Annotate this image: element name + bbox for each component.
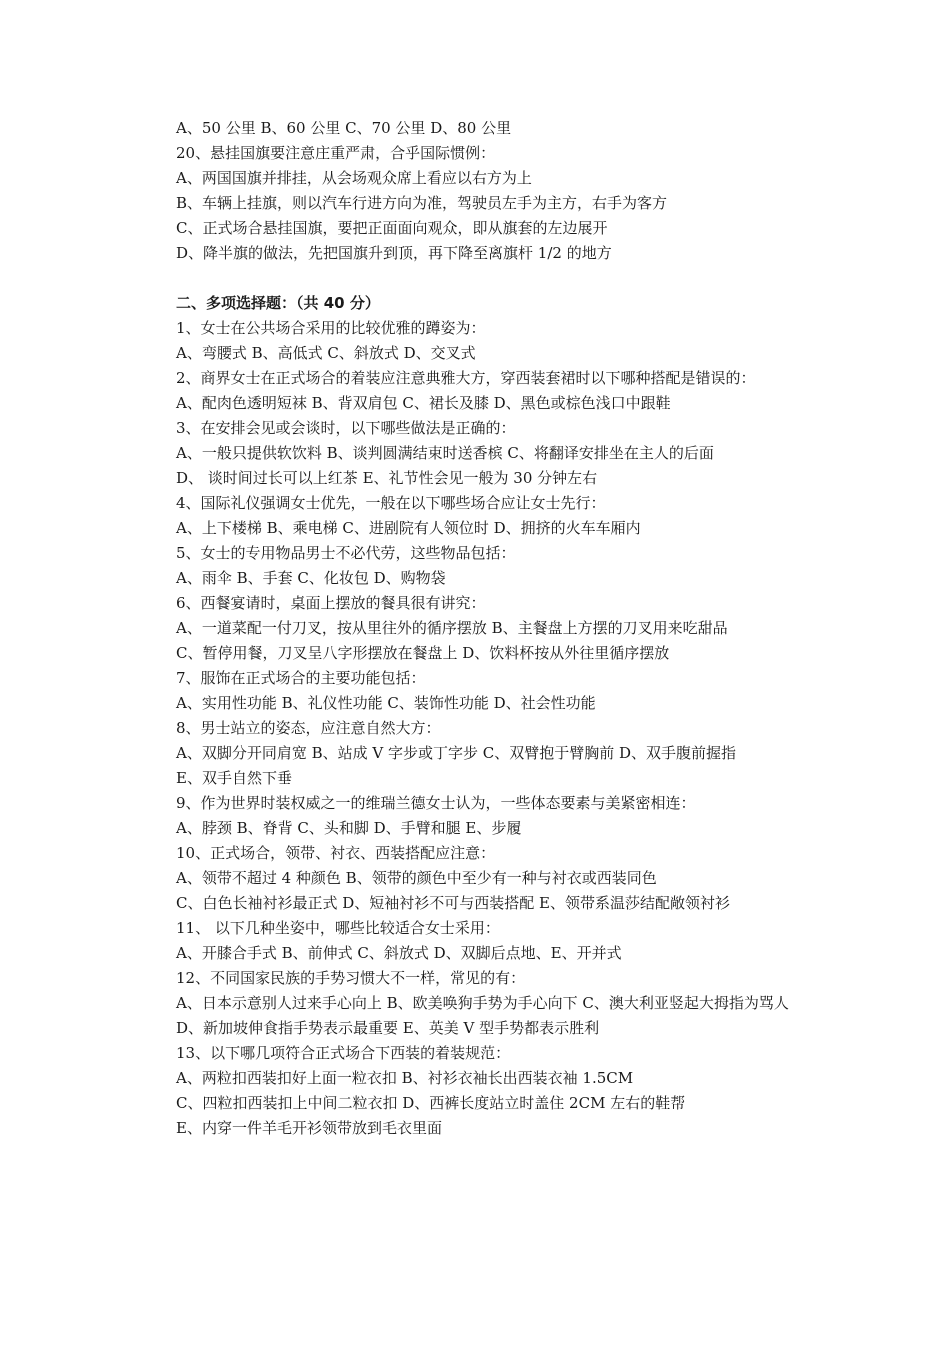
- q4-stem: 4、国际礼仪强调女士优先，一般在以下哪些场合应让女士先行：: [176, 494, 606, 512]
- q6-options-line1: A、一道菜配一付刀叉，按从里往外的循序摆放 B、主餐盘上方摆的刀叉用来吃甜品: [176, 619, 728, 637]
- document-body: [145, 116, 815, 1141]
- q20-option-c: C、正式场合悬挂国旗，要把正面面向观众，即从旗套的左边展开: [176, 219, 608, 237]
- q10-stem: 10、正式场合，领带、衬衣、西装搭配应注意：: [176, 844, 496, 862]
- q20-option-a: A、两国国旗并排挂，从会场观众席上看应以右方为上: [176, 169, 532, 187]
- q7-options: A、实用性功能 B、礼仪性功能 C、装饰性功能 D、社会性功能: [176, 694, 596, 712]
- q10-options-line1: A、领带不超过 4 种颜色 B、领带的颜色中至少有一种与衬衣或西装同色: [176, 869, 657, 887]
- q8-options-line1: A、双脚分开同肩宽 B、站成 V 字步或丁字步 C、双臂抱于臂胸前 D、双手腹前握指: [176, 744, 737, 762]
- q13-stem: 13、以下哪几项符合正式场合下西装的着装规范：: [176, 1044, 511, 1062]
- q5-options: A、雨伞 B、手套 C、化妆包 D、购物袋: [176, 569, 446, 587]
- q12-options-line2: D、新加坡伸食指手势表示最重要 E、英美 V 型手势都表示胜利: [176, 1019, 600, 1037]
- q2-options: A、配肉色透明短袜 B、背双肩包 C、裙长及膝 D、黑色或棕色浅口中跟鞋: [176, 394, 671, 412]
- q13-options-line1: A、两粒扣西装扣好上面一粒衣扣 B、衬衫衣袖长出西装衣袖 1.5CM: [176, 1069, 634, 1087]
- q13-options-line3: E、内穿一件羊毛开衫领带放到毛衣里面: [176, 1119, 442, 1137]
- q9-options: A、脖颈 B、脊背 C、头和脚 D、手臂和腿 E、步履: [176, 819, 522, 837]
- q19-options: A、50 公里 B、60 公里 C、70 公里 D、80 公里: [176, 119, 512, 137]
- q12-options-line1: A、日本示意别人过来手心向上 B、欧美唤狗手势为手心向下 C、澳大利亚竖起大拇指为骂人: [176, 994, 789, 1012]
- q10-options-line2: C、白色长袖衬衫最正式 D、短袖衬衫不可与西装搭配 E、领带系温莎结配敞领衬衫: [176, 894, 730, 912]
- q1-options: A、弯腰式 B、高低式 C、斜放式 D、交叉式: [176, 344, 476, 362]
- q4-options: A、上下楼梯 B、乘电梯 C、进剧院有人领位时 D、拥挤的火车车厢内: [176, 519, 641, 537]
- q5-stem: 5、女士的专用物品男士不必代劳，这些物品包括：: [176, 544, 516, 562]
- q20-option-b: B、车辆上挂旗，则以汽车行进方向为准，驾驶员左手为主方，右手为客方: [176, 194, 668, 212]
- section2-heading: 二、多项选择题：（共 40 分）: [176, 294, 380, 312]
- q9-stem: 9、作为世界时装权威之一的维瑞兰德女士认为，一些体态要素与美紧密相连：: [176, 794, 696, 812]
- q3-options-line2: D、 谈时间过长可以上红茶 E、礼节性会见一般为 30 分钟左右: [176, 469, 598, 487]
- q6-options-line2: C、暂停用餐，刀叉呈八字形摆放在餐盘上 D、饮料杯按从外往里循序摆放: [176, 644, 670, 662]
- q7-stem: 7、服饰在正式场合的主要功能包括：: [176, 669, 426, 687]
- q11-stem: 11、 以下几种坐姿中，哪些比较适合女士采用：: [176, 919, 500, 937]
- section-gap: [145, 266, 815, 291]
- q2-stem: 2、商界女士在正式场合的着装应注意典雅大方，穿西装套裙时以下哪种搭配是错误的：: [176, 369, 756, 387]
- q3-options-line1: A、一般只提供软饮料 B、谈判圆满结束时送香槟 C、将翻译安排坐在主人的后面: [176, 444, 714, 462]
- q8-stem: 8、男士站立的姿态，应注意自然大方：: [176, 719, 441, 737]
- q3-stem: 3、在安排会见或会谈时，以下哪些做法是正确的：: [176, 419, 516, 437]
- q1-stem: 1、女士在公共场合采用的比较优雅的蹲姿为：: [176, 319, 486, 337]
- q11-options: A、开膝合手式 B、前伸式 C、斜放式 D、双脚后点地、E、开并式: [176, 944, 622, 962]
- q12-stem: 12、不同国家民族的手势习惯大不一样，常见的有：: [176, 969, 526, 987]
- q13-options-line2: C、四粒扣西装扣上中间二粒衣扣 D、西裤长度站立时盖住 2CM 左右的鞋帮: [176, 1094, 686, 1112]
- q20-stem: 20、悬挂国旗要注意庄重严肃，合乎国际惯例：: [176, 144, 496, 162]
- q20-option-d: D、降半旗的做法，先把国旗升到顶，再下降至离旗杆 1/2 的地方: [176, 244, 612, 262]
- q6-stem: 6、西餐宴请时，桌面上摆放的餐具很有讲究：: [176, 594, 486, 612]
- q8-options-line2: E、双手自然下垂: [176, 769, 292, 787]
